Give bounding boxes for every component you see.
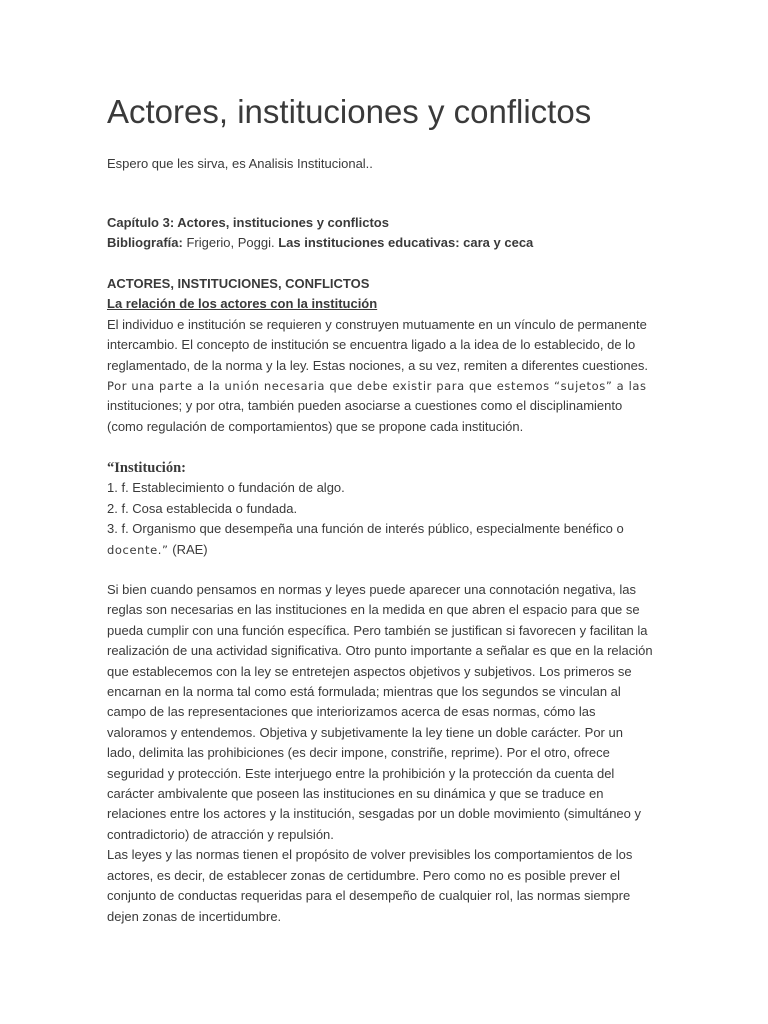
paragraph-line: reglamentado, de la norma y la ley. Estas nociones, a su vez, remiten a diferentes cuestiones. bbox=[107, 357, 648, 373]
bibliography-authors: Frigerio, Poggi. bbox=[182, 235, 279, 251]
paragraph-line: actores, es decir, de establecer zonas de certidumbre. Pero como no es posible prever el bbox=[107, 867, 621, 883]
definition-item-continuation bbox=[107, 540, 667, 560]
paragraph-line: que establecemos con la ley se entretejen aspectos objetivos y subjetivos. Los primeros se bbox=[107, 663, 632, 679]
paragraph-line: campo de las representaciones que interiorizamos acerca de esas normas, cómo las bbox=[107, 704, 596, 720]
paragraph-line: (como regulación de comportamientos) que se propone cada institución. bbox=[107, 418, 524, 434]
definition-block bbox=[107, 458, 667, 560]
paragraph-line: reglas son necesarias en las instituciones en la medida en que abren el espacio para que se bbox=[107, 602, 640, 618]
definition-item: 2. f. Cosa establecida o fundada. bbox=[107, 500, 298, 516]
bibliography-line bbox=[107, 233, 667, 253]
section-subheading: La relación de los actores con la institución bbox=[107, 296, 378, 312]
paragraph-line: lado, delimita las prohibiciones (es decir impone, constriñe, reprime). Por el otro, ofrece bbox=[107, 745, 610, 761]
paragraph-line: pueda cumplir con una función específica. Pero también se justifican si favorecen y facilitan la bbox=[107, 622, 648, 638]
definition-heading: “Institución: bbox=[107, 460, 186, 476]
body-block bbox=[107, 580, 667, 927]
section-block bbox=[107, 274, 667, 437]
paragraph-line: instituciones; y por otra, también pueden asociarse a cuestiones como el disciplinamiento bbox=[107, 398, 623, 414]
definition-source: (RAE) bbox=[168, 541, 208, 557]
paragraph-line: El individuo e institución se requieren y construyen mutuamente en un vínculo de permanente bbox=[107, 316, 647, 332]
bibliography-book: Las instituciones educativas: cara y ceca bbox=[278, 235, 534, 251]
bibliography-label: Bibliografía: bbox=[107, 235, 183, 251]
paragraph-line: relaciones entre los actores y la institución, sesgadas por un doble movimiento (simultáneo y bbox=[107, 806, 641, 822]
chapter-block bbox=[107, 213, 667, 254]
paragraph-line: Por una parte a la unión necesaria que debe existir para que estemos “sujetos” a las bbox=[107, 379, 647, 394]
paragraph-line: carácter ambivalente que poseen las instituciones en su dinámica y que se traduce en bbox=[107, 786, 604, 802]
paragraph-line: Si bien cuando pensamos en normas y leyes puede aparecer una connotación negativa, las bbox=[107, 582, 637, 597]
paragraph-line: encarnan en la norma tal como está formulada; mientras que los segundos se vinculan al bbox=[107, 684, 621, 700]
chapter-line: Capítulo 3: Actores, instituciones y conflictos bbox=[107, 215, 389, 230]
definition-item: 3. f. Organismo que desempeña una función de interés público, especialmente benéfico o bbox=[107, 521, 624, 537]
intro-text: Espero que les sirva, es Analisis Institucional.. bbox=[107, 156, 373, 171]
paragraph-line: intercambio. El concepto de institución se encuentra ligado a la idea de lo establecido, de lo bbox=[107, 337, 636, 353]
definition-item: 1. f. Establecimiento o fundación de algo. bbox=[107, 480, 345, 496]
paragraph-line: seguridad y protección. Este interjuego entre la prohibición y la protección da cuenta del bbox=[107, 765, 615, 781]
paragraph-line: contradictorio) de atracción y repulsión. bbox=[107, 826, 334, 842]
paragraph-line: dejen zonas de incertidumbre. bbox=[107, 908, 282, 924]
paragraph-line: Las leyes y las normas tienen el propósito de volver previsibles los comportamientos de los bbox=[107, 847, 633, 863]
paragraph-line: conjunto de conductas requeridas para el desempeño de cualquier rol, las normas siempre bbox=[107, 888, 631, 904]
section-heading: ACTORES, INSTITUCIONES, CONFLICTOS bbox=[107, 276, 370, 291]
paragraph-line: realización de una actividad significativa. Otro punto importante a señalar es que en la relación bbox=[107, 643, 653, 659]
definition-last-word: docente.” bbox=[107, 542, 169, 557]
paragraph-line: valoramos y entendemos. Objetiva y subjetivamente la ley tiene un doble carácter. Por un bbox=[107, 724, 623, 740]
document-title: Actores, instituciones y conflictos bbox=[107, 93, 592, 130]
